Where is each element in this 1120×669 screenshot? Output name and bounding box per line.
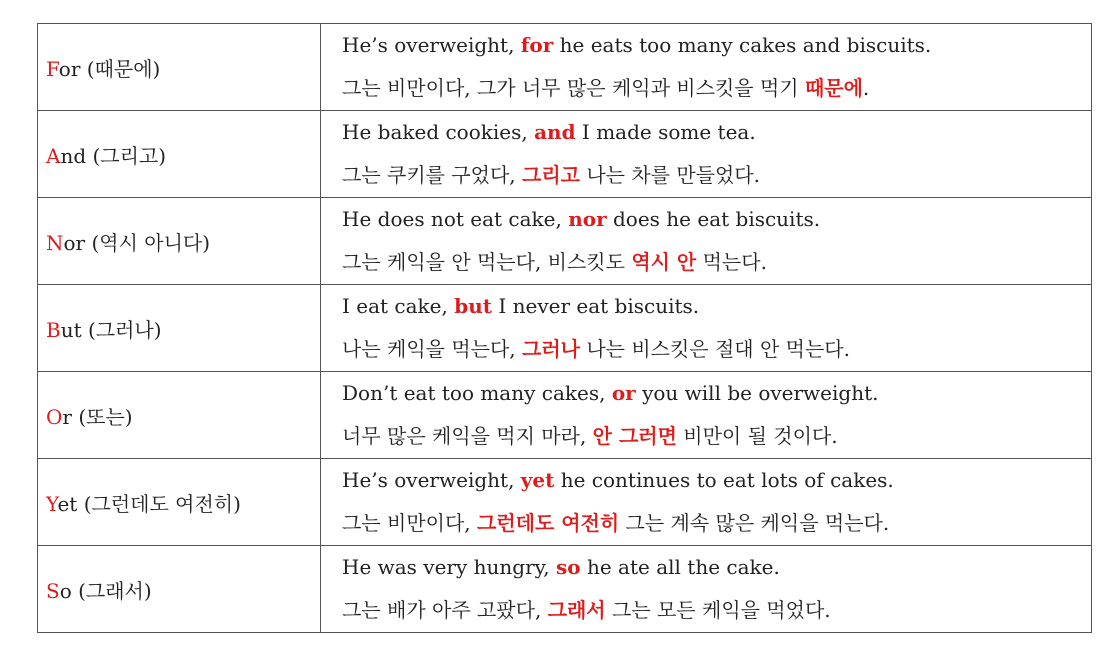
korean-example [342,589,1091,632]
english-text: you will be overweight. [635,381,879,405]
korean-example [342,67,1091,110]
conjunction-rest: or [58,56,81,81]
table-row [38,459,1092,546]
english-keyword: but [454,294,492,318]
conjunction-cell [38,111,321,198]
conjunction-cell [38,372,321,459]
korean-text: 그는 쿠키를 구었다, [342,163,522,187]
english-text: He was very hungry, [342,555,557,579]
korean-text: 나는 케익을 먹는다, [342,337,522,361]
english-text: he continues to eat lots of cakes. [554,468,894,492]
english-text: he eats too many cakes and biscuits. [553,33,932,57]
conjunction-rest: or [63,230,86,255]
conjunction-cell [38,285,321,372]
english-example [342,24,1091,67]
conjunction-korean: (또는) [78,404,133,429]
example-cell [321,459,1092,546]
korean-text: 그는 케익을 안 먹는다, 비스킷도 [342,250,632,274]
conjunction-table [37,23,1092,633]
table-row [38,372,1092,459]
english-text: does he eat biscuits. [606,207,821,231]
example-cell [321,372,1092,459]
conjunction-korean: (그러나) [87,317,162,342]
english-text: He’s overweight, [342,33,521,57]
english-example [342,546,1091,589]
korean-text: 너무 많은 케익을 먹지 마라, [342,424,593,448]
english-example [342,285,1091,328]
example-cell [321,111,1092,198]
korean-keyword: 그래서 [547,598,606,622]
korean-keyword: 때문에 [804,76,863,100]
korean-text: 그는 계속 많은 케익을 먹는다. [619,511,890,535]
korean-keyword: 안 그러면 [592,424,677,448]
conjunction-initial: F [46,56,59,81]
korean-text: 먹는다. [696,250,767,274]
example-cell [321,285,1092,372]
example-cell [321,198,1092,285]
conjunction-rest: r [62,404,72,429]
english-text: I never eat biscuits. [491,294,700,318]
korean-keyword: 그리고 [522,163,580,187]
table-row [38,198,1092,285]
english-text: He baked cookies, [342,120,535,144]
korean-keyword: 그런데도 여전히 [477,511,620,535]
korean-example [342,415,1091,458]
english-text: Don’t eat too many cakes, [342,381,612,405]
conjunction-initial: A [46,143,61,168]
korean-text: 비만이 될 것이다. [676,424,838,448]
conjunction-korean: (그리고) [92,143,167,168]
korean-text: 그는 비만이다, 그가 너무 많은 케익과 비스킷을 먹기 [342,76,805,100]
conjunction-rest: ut [60,317,82,342]
english-text: I made some tea. [575,120,756,144]
korean-example [342,241,1091,284]
english-text: He’s overweight, [342,468,521,492]
english-example [342,372,1091,415]
korean-text: 그는 배가 아주 고팠다, [342,598,548,622]
conjunction-initial: O [46,404,63,429]
conjunction-cell [38,546,321,633]
english-keyword: or [611,381,636,405]
conjunction-korean: (그래서) [78,578,152,603]
conjunction-initial: S [46,578,60,603]
english-example [342,459,1091,502]
table-row [38,285,1092,372]
conjunction-korean: (그런데도 여전히) [83,491,241,516]
english-text: I eat cake, [342,294,455,318]
english-example [342,111,1091,154]
conjunction-rest: nd [60,143,87,168]
korean-keyword: 역시 안 [631,250,697,274]
korean-text: 나는 차를 만들었다. [579,163,760,187]
conjunction-korean: (때문에) [86,56,161,81]
conjunction-rest: et [57,491,78,516]
korean-example [342,154,1091,197]
english-keyword: for [520,33,554,57]
korean-example [342,328,1091,371]
conjunction-initial: N [46,230,64,255]
example-cell [321,24,1092,111]
english-keyword: and [534,120,576,144]
english-keyword: nor [568,207,607,231]
english-text: He does not eat cake, [342,207,569,231]
conjunction-cell [38,198,321,285]
conjunction-initial: Y [46,491,58,516]
conjunction-initial: B [46,317,61,342]
korean-text: . [862,76,870,100]
conjunction-korean: (역시 아니다) [91,230,211,255]
table-row [38,546,1092,633]
conjunction-rest: o [59,578,72,603]
conjunction-cell [38,459,321,546]
english-keyword: yet [520,468,555,492]
table-row [38,111,1092,198]
korean-example [342,502,1091,545]
conjunction-cell [38,24,321,111]
english-example [342,198,1091,241]
korean-keyword: 그러나 [522,337,580,361]
english-text: he ate all the cake. [580,555,780,579]
korean-text: 그는 모든 케익을 먹었다. [605,598,831,622]
korean-text: 그는 비만이다, [342,511,477,535]
korean-text: 나는 비스킷은 절대 안 먹는다. [579,337,850,361]
table-row [38,24,1092,111]
example-cell [321,546,1092,633]
english-keyword: so [556,555,581,579]
